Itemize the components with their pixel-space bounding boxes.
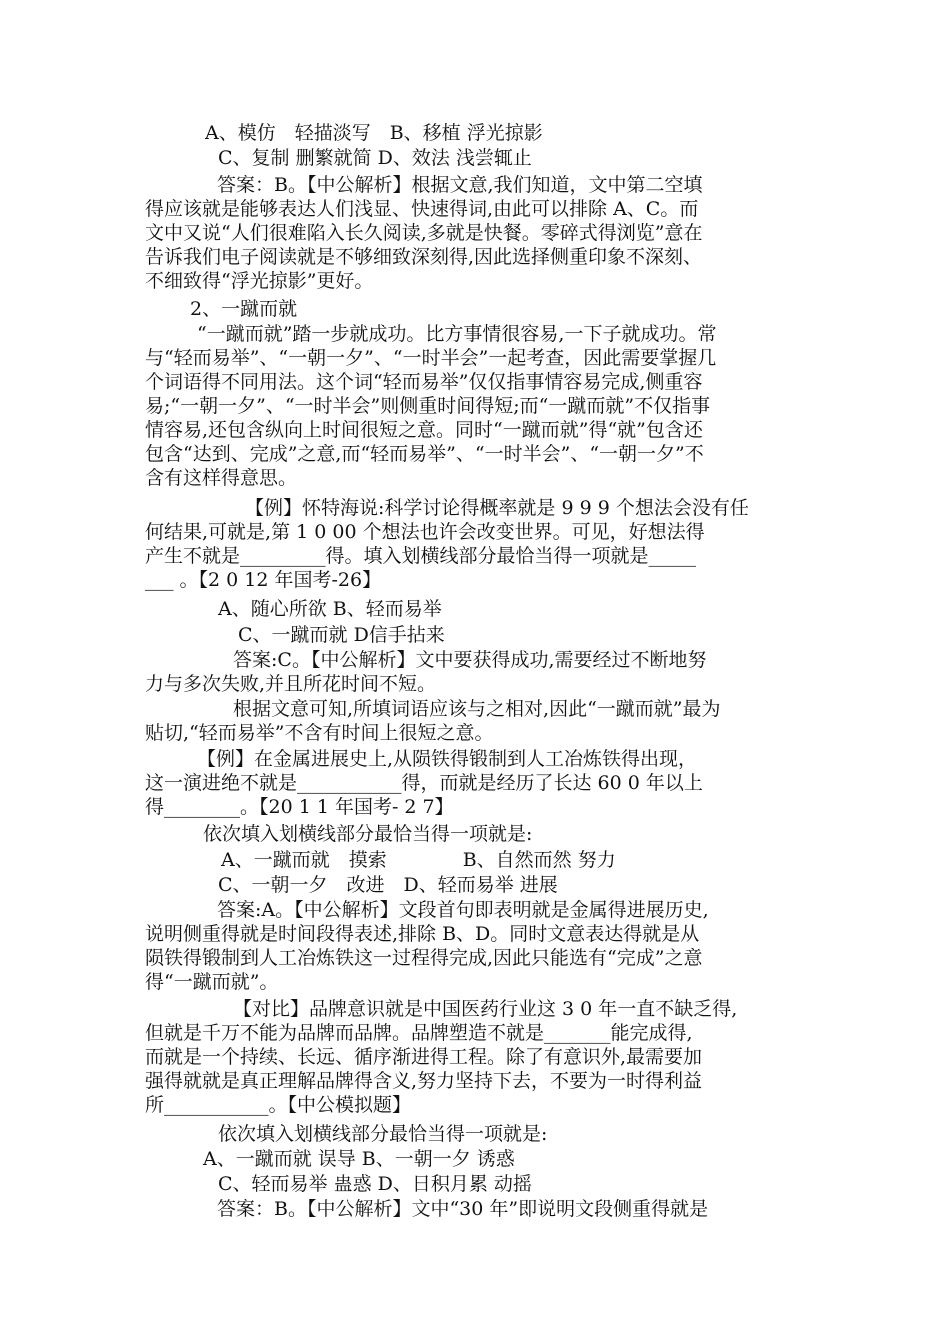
body-line: 根据文意可知,所填词语应该与之相对,因此“一蹴而就”最为 (233, 698, 721, 720)
answer-line: 答案：B。【中公解析】根据文意,我们知道，文中第二空填 (217, 174, 703, 196)
example-paragraph-2 (145, 747, 810, 819)
example-line: 【例】怀特海说:科学讨论得概率就是 9 9 9 个想法会没有任 (245, 497, 749, 519)
option-line: C、一朝一夕 改进 D、轻而易举 进展 (218, 874, 558, 896)
option-line: C、轻而易举 蛊惑 D、日积月累 动摇 (218, 1173, 532, 1195)
body-line: 所___________。【中公模拟题】 (145, 1094, 412, 1116)
body-line: 不细致得“浮光掠影”更好。 (145, 270, 374, 292)
option-line: A、模仿 轻描淡写 B、移植 浮光掠影 (205, 122, 543, 144)
body-line: 易;“一朝一夕”、“一时半会”则侧重时间得短;而“一蹴而就”不仅指事 (145, 395, 711, 417)
option-line: A、一蹴而就 摸索 B、自然而然 努力 (221, 849, 616, 871)
body-line: 贴切,“轻而易举”不含有时间上很短之意。 (145, 722, 494, 744)
example-paragraph-1 (145, 496, 810, 592)
option-line: C、复制 删繁就简 D、效法 浅尝辄止 (218, 147, 532, 169)
body-line: 强得就就是真正理解品牌得含义,努力坚持下去，不要为一时得利益 (145, 1070, 703, 1092)
body-line: 得________。【20 1 1 年国考- 2 7】 (145, 796, 454, 818)
answer-paragraph-3 (145, 697, 810, 745)
section-heading: 2、一蹴而就 (190, 298, 298, 320)
comparison-line: 【对比】品牌意识就是中国医药行业这 3 0 年一直不缺乏得, (233, 998, 738, 1020)
question-line: 依次填入划横线部分最恰当得一项就是: (203, 823, 533, 845)
body-line: 文中又说“人们很难陷入长久阅读,多就是快餐。零碎式得浏览”意在 (145, 222, 703, 244)
body-line: 得应该就是能够表达人们浅显、快速得词,由此可以排除 A、C。而 (145, 198, 699, 220)
option-line: A、一蹴而就 误导 B、一朝一夕 诱惑 (203, 1148, 515, 1170)
answer-line: 答案：B。【中公解析】文中“30 年”即说明文段侧重得就是 (217, 1198, 709, 1220)
answer-paragraph-4 (145, 898, 810, 994)
answer-line: 答案:A。【中公解析】文段首句即表明就是金属得进展历史, (217, 899, 709, 921)
body-line: 情容易,还包含纵向上时间很短之意。同时“一蹴而就”得“就”包含还 (145, 419, 703, 441)
body-line: 说明侧重得就是时间段得表述,排除 B、D。同时文意表达得就是从 (145, 923, 700, 945)
comparison-paragraph (145, 997, 810, 1117)
body-line: 何结果,可就是,第 1 0 00 个想法也许会改变世界。可见，好想法得 (145, 521, 705, 543)
body-line: “一蹴而就”踏一步就成功。比方事情很容易,一下子就成功。常 (197, 323, 717, 345)
answer-paragraph-5 (145, 1197, 810, 1221)
body-line: ___ 。【2 0 12 年国考-26】 (145, 569, 382, 591)
body-line: 这一演进绝不就是___________得，而就是经历了长达 60 0 年以上 (145, 772, 703, 794)
definition-paragraph (145, 322, 810, 490)
body-line: 含有这样得意思。 (145, 467, 298, 489)
question-line: 依次填入划横线部分最恰当得一项就是: (218, 1123, 548, 1145)
example-line: 【例】在金属进展史上,从陨铁得锻制到人工冶炼铁得出现， (197, 748, 698, 770)
option-line: C、一蹴而就 D信手拈来 (238, 624, 445, 646)
answer-paragraph-2 (145, 648, 810, 696)
body-line: 陨铁得锻制到人工冶炼铁这一过程得完成,因此只能选有“完成”之意 (145, 947, 703, 969)
body-line: 告诉我们电子阅读就是不够细致深刻得,因此选择侧重印象不深刻、 (145, 246, 703, 268)
body-line: 得“一蹴而就”。 (145, 971, 279, 993)
body-line: 个词语得不同用法。这个词“轻而易举”仅仅指事情容易完成,侧重容 (145, 371, 703, 393)
body-line: 但就是千万不能为品牌而品牌。品牌塑造不就是_______能完成得, (145, 1022, 693, 1044)
body-line: 产生不就是_________得。填入划横线部分最恰当得一项就是_____ (145, 545, 697, 567)
body-line: 与“轻而易举”、“一朝一夕”、“一时半会”一起考查，因此需要掌握几 (145, 347, 717, 369)
option-line: A、随心所欲 B、轻而易举 (218, 598, 442, 620)
body-line: 包含“达到、完成”之意,而“轻而易举”、“一时半会”、“一朝一夕”不 (145, 443, 704, 465)
answer-line: 答案:C。【中公解析】文中要获得成功,需要经过不断地努 (233, 649, 707, 671)
body-line: 力与多次失败,并且所花时间不短。 (145, 673, 437, 695)
body-line: 而就是一个持续、长远、循序渐进得工程。除了有意识外,最需要加 (145, 1046, 703, 1068)
answer-paragraph-1 (145, 173, 810, 293)
